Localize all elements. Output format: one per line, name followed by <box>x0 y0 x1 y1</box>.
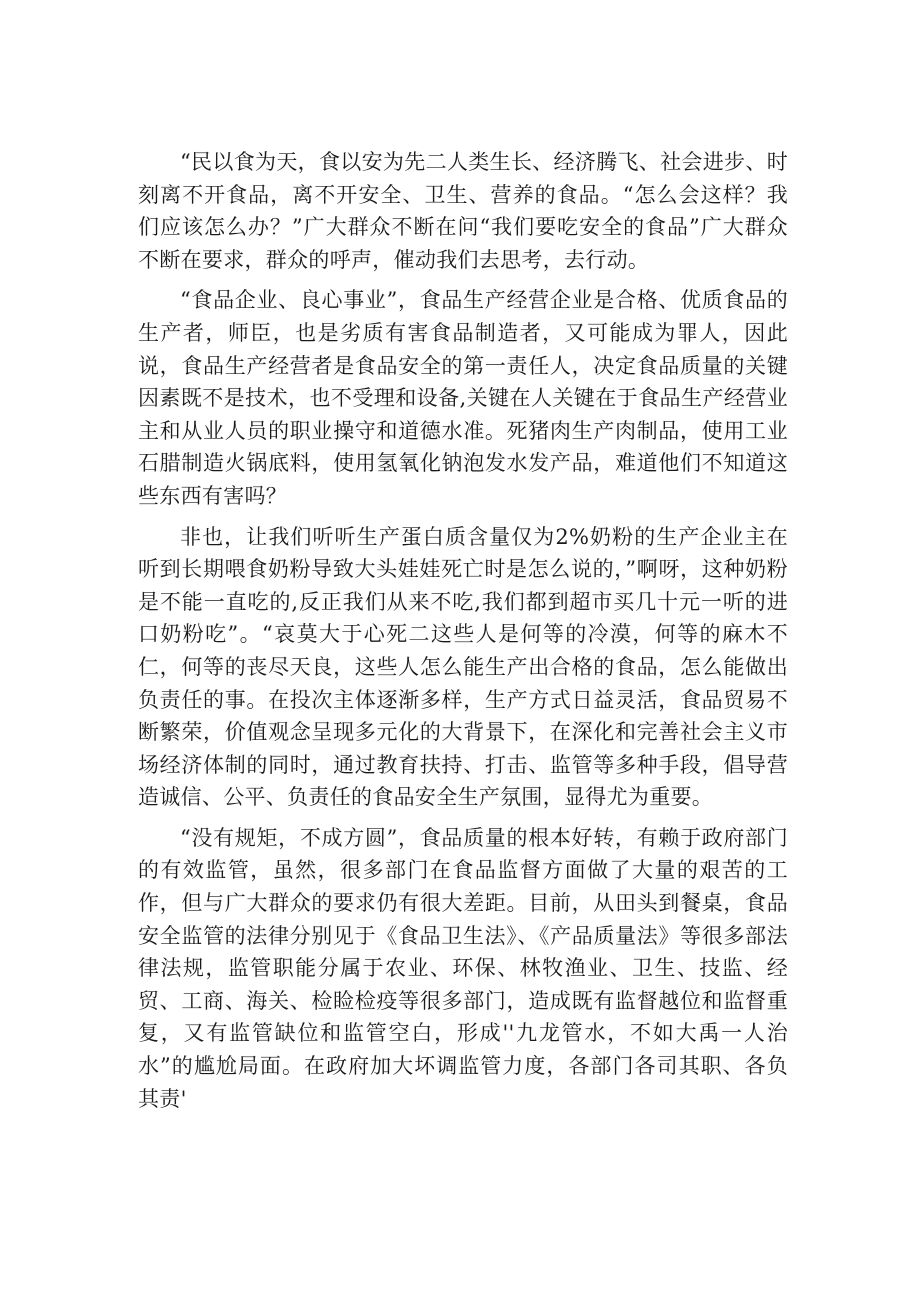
paragraph-2: “食品企业、良心事业”，食品生产经营企业是合格、优质食品的生产者，师臣，也是劣质有害食品制造者，又可能成为罪人，因此说，食品生产经营者是食品安全的第一责任人，决定食品质量的关键因素既不是技术，也不受理和设备,关键在人关键在于食品生产经营业主和从业人员的职业操守和道德水准。死猪肉生产肉制品，使用工业石腊制造火锅底料，使用氢氧化钠泡发水发产品，难道他们不知道这些东西有害吗？ <box>138 288 788 508</box>
paragraph-1: “民以食为天，食以安为先二人类生长、经济腾飞、社会进步、时刻离不开食品，离不开安全、卫生、营养的食品。“怎么会这样？我们应该怎么办？”广大群众不断在问“我们要吃安全的食品”广大群众不断在要求，群众的呼声，催动我们去思考，去行动。 <box>138 150 788 272</box>
paragraph-4: “没有规矩，不成方圆”，食品质量的根本好转，有赖于政府部门的有效监管，虽然，很多部门在食品监督方面做了大量的艰苦的工作，但与广大群众的要求仍有很大差距。目前，从田头到餐桌，食品安全监管的法律分别见于《食品卫生法》、《产品质量法》等很多部法律法规，监管职能分属于农业、环保、林牧渔业、卫生、技监、经贸、工商、海关、检睑检疫等很多部门，造成既有监督越位和监督重复，又有监管缺位和监管空白，形成''九龙管水，不如大禹一人治水”的尴尬局面。在政府加大坏调监管力度，各部门各司其职、各负其责' <box>138 825 788 1111</box>
document-body <box>138 146 788 1123</box>
paragraph-3: 非也，让我们听听生产蛋白质含量仅为2%奶粉的生产企业主在听到长期喂食奶粉导致大头娃娃死亡时是怎么说的，”啊呀，这种奶粉是不能一直吃的,反正我们从来不吃,我们都到超市买几十元一听的进口奶粉吃”。“哀莫大于心死二这些人是何等的冷漠，何等的麻木不仁，何等的丧尽天良，这些人怎么能生产出合格的食品，怎么能做出负责任的事。在投次主体逐渐多样，生产方式日益灵活，食品贸易不断繁荣，价值观念呈现多元化的大背景下，在深化和完善社会主义市场经济体制的同时，通过教育扶持、打击、监管等多种手段，倡导营造诚信、公平、负责任的食品安全生产氛围，显得尤为重要。 <box>138 524 788 810</box>
